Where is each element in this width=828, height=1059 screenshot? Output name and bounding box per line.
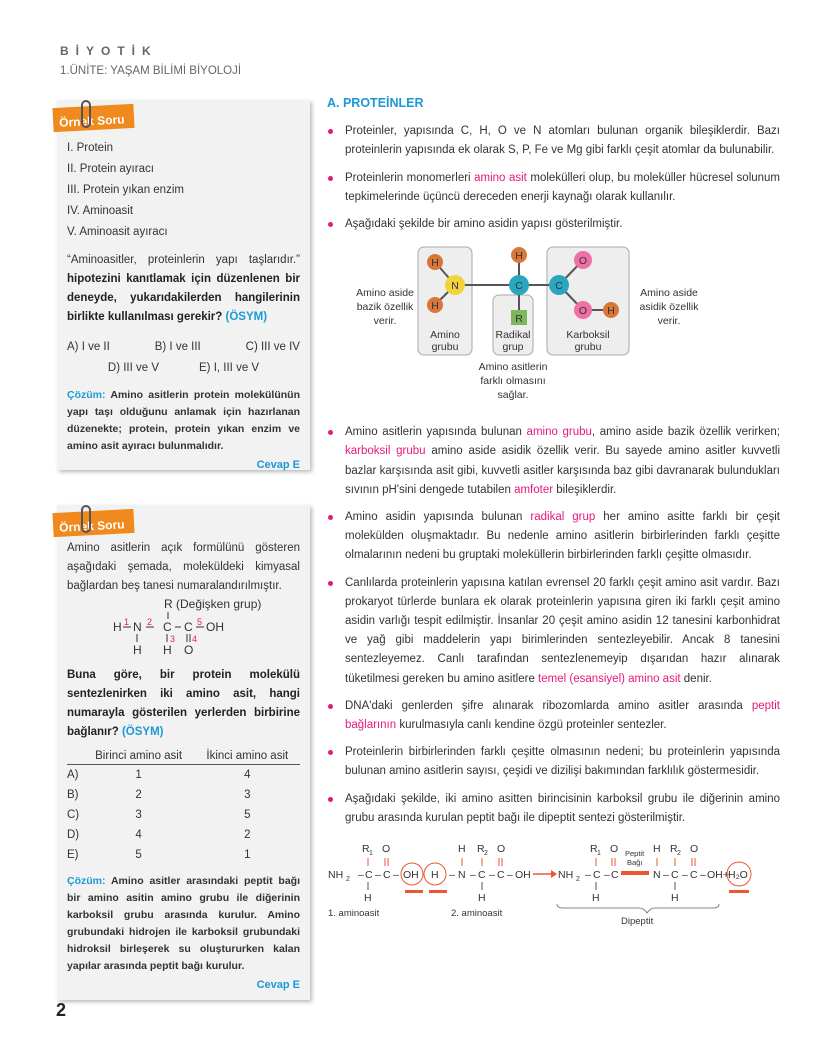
figure-label: C [611,869,619,882]
figure-label: N [653,869,661,882]
figure-label: 4 [192,634,198,644]
figure-label: OH [707,869,723,882]
figure-label: R (Değişken grup) [164,597,262,611]
dipeptide-synthesis-figure [325,836,785,926]
paragraph-text: her amino asitte farklı bir çeşit molekülden oluşmaktadır. Bu nedenle amino asitlerin birbirlerinden farklı çeşitte olmalarının nedeni bu gruptaki moleküllerin birbirlerinden farklı çeşitte olmasıdır. [345,511,780,562]
figure-label: C [365,869,373,882]
table-header [67,748,83,765]
figure-label: 5 [197,617,203,627]
figure-label: C [671,869,679,882]
figure-label: H [592,892,600,905]
paragraph-text: bileşiklerdir. [553,483,617,496]
question-text [67,251,300,327]
highlighted-term: radikal grup [530,511,596,524]
figure-label: – [393,869,399,882]
bullet-paragraph [325,215,780,234]
solution [67,387,300,455]
solution-text: Amino asitler arasındaki peptit bağı bir amino asitin amino grubu ile diğerinin karboksil grubu arasında kurulur. Amino grubundaki hidrojen ile karboksil grubundaki hidroksil birleşerek su oluştururken kalan yapılar arasında peptit bağı kurulur. [67,875,300,972]
figure-label: C [515,280,523,293]
bullet-paragraph [325,790,780,828]
table-cell: 2 [244,829,251,841]
source: (ÖSYM) [121,726,164,738]
question-text [67,666,300,742]
figure-label: Amino aside [640,287,698,300]
figure-label: Amino [430,329,460,342]
figure-label: R [515,313,523,326]
table-cell: 1 [135,769,142,781]
figure-label: – [682,869,688,882]
bullet-paragraph [325,574,780,689]
table-cell: D) [67,829,80,841]
list-item: V. Aminoasit ayıracı [67,226,168,238]
figure-label: – [489,869,495,882]
options [67,337,300,357]
figure-label: H [478,892,486,905]
list-item: IV. Aminoasit [67,205,134,217]
figure-label: grubu [431,341,459,354]
figure-label: C [593,869,601,882]
table-cell: 1 [244,849,251,861]
table-header: Birinci amino asit [83,748,195,765]
figure-label: – [449,869,455,882]
example-question-2 [57,505,310,1000]
figure-label: H [458,843,466,856]
paragraph-text: Canlılarda proteinlerin yapısına katılan evrensel 20 farklı çeşit amino asit vardır. Bazı prokaryot türlerde bunlara ek olarak proteinlerin yapısına giren iki farklı çeşit amino asidin varlığı tespit edilmiştir. İnsanlar 20 çeşit amino asidin 12 tanesini karbonhidrat ve yağ gibi maddelerin yapı birimlerinden sentezleyebilir. Ancak 8 tanesini sentezleyemez. Canlı tarafından sentezlenemeyip dışarıdan hazır alınarak tüketilmesi gereken bu amino asitlere [345,576,780,685]
paragraph-text: Aşağıdaki şekilde bir amino asidin yapısı gösterilmiştir. [345,218,623,231]
highlighted-term: amino asit [474,171,527,184]
table-cell: 4 [135,829,142,841]
figure-label: O [497,843,506,856]
figure-label: – [604,869,610,882]
figure-label: 2. aminoasit [451,908,503,920]
table-row [67,825,300,845]
figure-label: H [653,843,661,856]
book-title: BİYOTİK [60,44,158,58]
figure-label: OH [403,869,419,882]
bullet-paragraph [325,508,780,566]
figure-label: NH [328,869,344,882]
option-c: C) III ve IV [245,341,300,353]
figure-label: – [358,869,364,882]
figure-label: R [590,843,598,856]
figure-label: – [585,869,591,882]
figure-label: OH [206,620,224,634]
figure-label: O [382,843,391,856]
paragraph-text: denir. [680,672,712,685]
figure-label: OH [515,869,531,882]
figure-label: H [515,250,523,263]
table-header: İkinci amino asit [195,748,300,765]
option-e: E) I, III ve V [199,362,260,374]
figure-label: Amino asitlerin [478,361,548,374]
figure-label: C [555,280,563,293]
bullet-paragraph [325,423,780,500]
highlighted-term: temel (esansiyel) amino asit [538,672,681,685]
item-list [67,138,300,243]
table-cell: 2 [135,789,142,801]
figure-label: Peptit [625,849,645,859]
figure-label: – [700,869,706,882]
paragraph-text: molekülleri olup, bu moleküller hücresel solunum tepkimelerinde üçüncü dereceden enerji kaynağı olarak kullanılır. [345,171,781,203]
paragraph-text: Proteinler, yapısında C, H, O ve N atomları bulunan organik bileşiklerdir. Bazı proteinlerin yapısında ek olarak S, P, Fe ve Mg gibi farklı çeşit atomlar da bulunabilir. [345,125,780,157]
figure-label: NH [558,869,574,882]
highlighted-term: peptit bağlarının [345,699,780,732]
figure-label: N [451,280,459,293]
paragraph-text: kurulmasıyla canlı kendine özgü proteinler sentezler. [396,719,667,732]
figure-label: O [690,843,699,856]
example-tag: Örnek Soru [52,104,135,132]
figure-label: farklı olmasını [480,375,546,388]
figure-label: 1 [124,617,130,627]
question: Buna göre, bir protein molekülü sentezlenirken iki amino asit, hangi numarayla gösterilen yerlerden birbirine bağlanır? [67,669,300,738]
example-question-1 [57,100,310,470]
figure-label: – [663,869,669,882]
figure-label: C [163,620,172,634]
figure-label: H [431,300,439,313]
list-item: III. Protein yıkan enzim [67,184,184,196]
paragraph-text: Aşağıdaki şekilde, iki amino asitten birincisinin karboksil grubu ile diğerinin amino grubu arasında kurulan peptit bağı ile dipeptit sentezi gösterilmiştir. [345,792,780,824]
figure-label: grup [502,341,524,354]
figure-label: 2 [677,850,681,858]
paperclip-icon [81,505,91,533]
figure-label: O [578,255,588,268]
option-b: B) I ve III [154,341,201,353]
figure-label: O [184,643,194,657]
figure-label: H [431,257,439,270]
table-cell: 3 [244,789,251,801]
figure-label: R [362,843,370,856]
solution-label: Çözüm: [67,389,106,401]
highlighted-term: amfoter [514,483,554,496]
figure-label: + [723,869,730,882]
stem: “Aminoasitler, proteinlerin yapı taşlarıdır.” [67,254,300,266]
example-tag: Örnek Soru [52,509,135,537]
figure-label: O [610,843,619,856]
figure-label: N [133,620,142,634]
table-cell: 5 [244,809,251,821]
solution-text: Amino asitlerin protein molekülünün yapı taşı olduğunu anlamak için hazırlanan düzenekte; protein, protein yıkan enzim ve amino asit ayıracı bulunmalıdır. [67,389,300,452]
paragraph-text: amino aside asidik özellik verir. Bu sayede amino asitler kuvvetli bazlar karşısında asit gibi, kuvvetli asitler karşısında baz gibi davranarak bulundukları sıvının pH'sini dengede tutabilen [345,445,780,496]
figure-label: Amino aside [356,287,414,300]
table-row [67,805,300,825]
figure-label: 2 [484,850,488,858]
figure-label: 3 [170,634,176,644]
figure-label: Dipeptit [621,916,654,927]
amino-acid-formula [67,596,300,658]
options [67,357,300,379]
solution [67,873,300,975]
unit-title: 1.ÜNİTE: YAŞAM BİLİMİ BİYOLOJİ [60,65,242,77]
figure-label: grubu [574,341,602,354]
bullet-paragraph [325,122,780,160]
figure-label: R [670,843,678,856]
page-number: 2 [56,1000,67,1020]
figure-label: O [578,305,588,318]
figure-label: C [383,869,391,882]
highlighted-term: amino grubu [526,426,592,439]
figure-label: N [458,869,466,882]
figure-label: verir. [373,315,397,328]
paragraph-text: , amino aside bazik özellik verirken; [591,426,780,439]
paragraph-text: Amino asidin yapısında bulunan [345,511,531,524]
figure-label: – [470,869,476,882]
figure-label: bazik özellik [356,301,414,314]
table-row [67,765,300,786]
figure-label: Radikal [495,329,531,342]
section-title: A. PROTEİNLER [327,96,424,110]
table-cell: 4 [244,769,251,781]
table-cell: 3 [135,809,142,821]
figure-label: H [671,892,679,905]
amino-acid-structure-figure [325,240,780,415]
figure-label: asidik özellik [639,301,699,314]
figure-label: 2 [147,617,153,627]
option-d: D) III ve V [107,362,160,374]
figure-label: H [113,620,122,634]
figure-label: H [607,305,615,318]
table-cell: A) [67,769,79,781]
figure-label: 2 [346,876,350,884]
figure-label: Karboksil [566,329,610,342]
paragraph-text: Amino asitlerin yapısında bulunan [345,426,527,439]
paperclip-icon [81,100,91,128]
figure-label: C [690,869,698,882]
figure-label: Bağı [627,858,643,868]
solution-label: Çözüm: [67,875,106,887]
table-row [67,785,300,805]
paragraph-text: DNA'daki genlerden şifre alınarak ribozomlarda amino asitler arasında [345,699,752,712]
highlighted-term: karboksil grubu [345,445,426,458]
list-item: I. Protein [67,142,114,154]
paragraph-text: Proteinlerin monomerleri [345,171,475,184]
table-cell: B) [67,789,79,801]
option-a: A) I ve II [67,341,110,353]
figure-label: C [184,620,193,634]
figure-label: H [364,892,372,905]
figure-label: H₂O [728,869,748,882]
figure-label: H [163,643,172,657]
figure-label: – [507,869,513,882]
figure-label: – [375,869,381,882]
figure-label: sağlar. [497,389,529,402]
answer: Cevap E [256,459,300,471]
options-table [67,748,300,865]
figure-label: verir. [657,315,681,328]
figure-label: H [431,869,439,882]
bullet-paragraph [325,169,780,207]
figure-label: C [478,869,486,882]
figure-label: 1 [369,850,373,858]
intro-text: Amino asitlerin açık formülünü gösteren aşağıdaki şemada, moleküldeki kimyasal bağlardan beş tanesi numaralandırılmıştır. [67,542,300,592]
figure-label: R [477,843,485,856]
source: (ÖSYM) [225,311,268,323]
table-cell: C) [67,809,80,821]
bullet-paragraph [325,697,780,735]
figure-label: 1. aminoasit [328,908,380,920]
figure-label: C [497,869,505,882]
figure-label: 1 [597,850,601,858]
question: hipotezini kanıtlamak için düzenlenen bir deneyde, yukarıdakilerden hangilerinin birlikte kullanılması gerekir? [67,273,300,323]
answer: Cevap E [256,979,300,991]
paragraph-text: Proteinlerin birbirlerinden farklı çeşitte olmasının nedeni; bu proteinlerin yapısında bulunan amino asitlerin sayısı, çeşidi ve dizilişi bakımından farklılık göstermesidir. [345,746,780,778]
table-cell: E) [67,849,79,861]
table-cell: 5 [135,849,142,861]
bullet-paragraph [325,743,780,781]
list-item: II. Protein ayıracı [67,163,154,175]
table-row [67,845,300,865]
main-content [325,94,780,926]
figure-label: 2 [576,876,580,884]
figure-label: H [133,643,142,657]
